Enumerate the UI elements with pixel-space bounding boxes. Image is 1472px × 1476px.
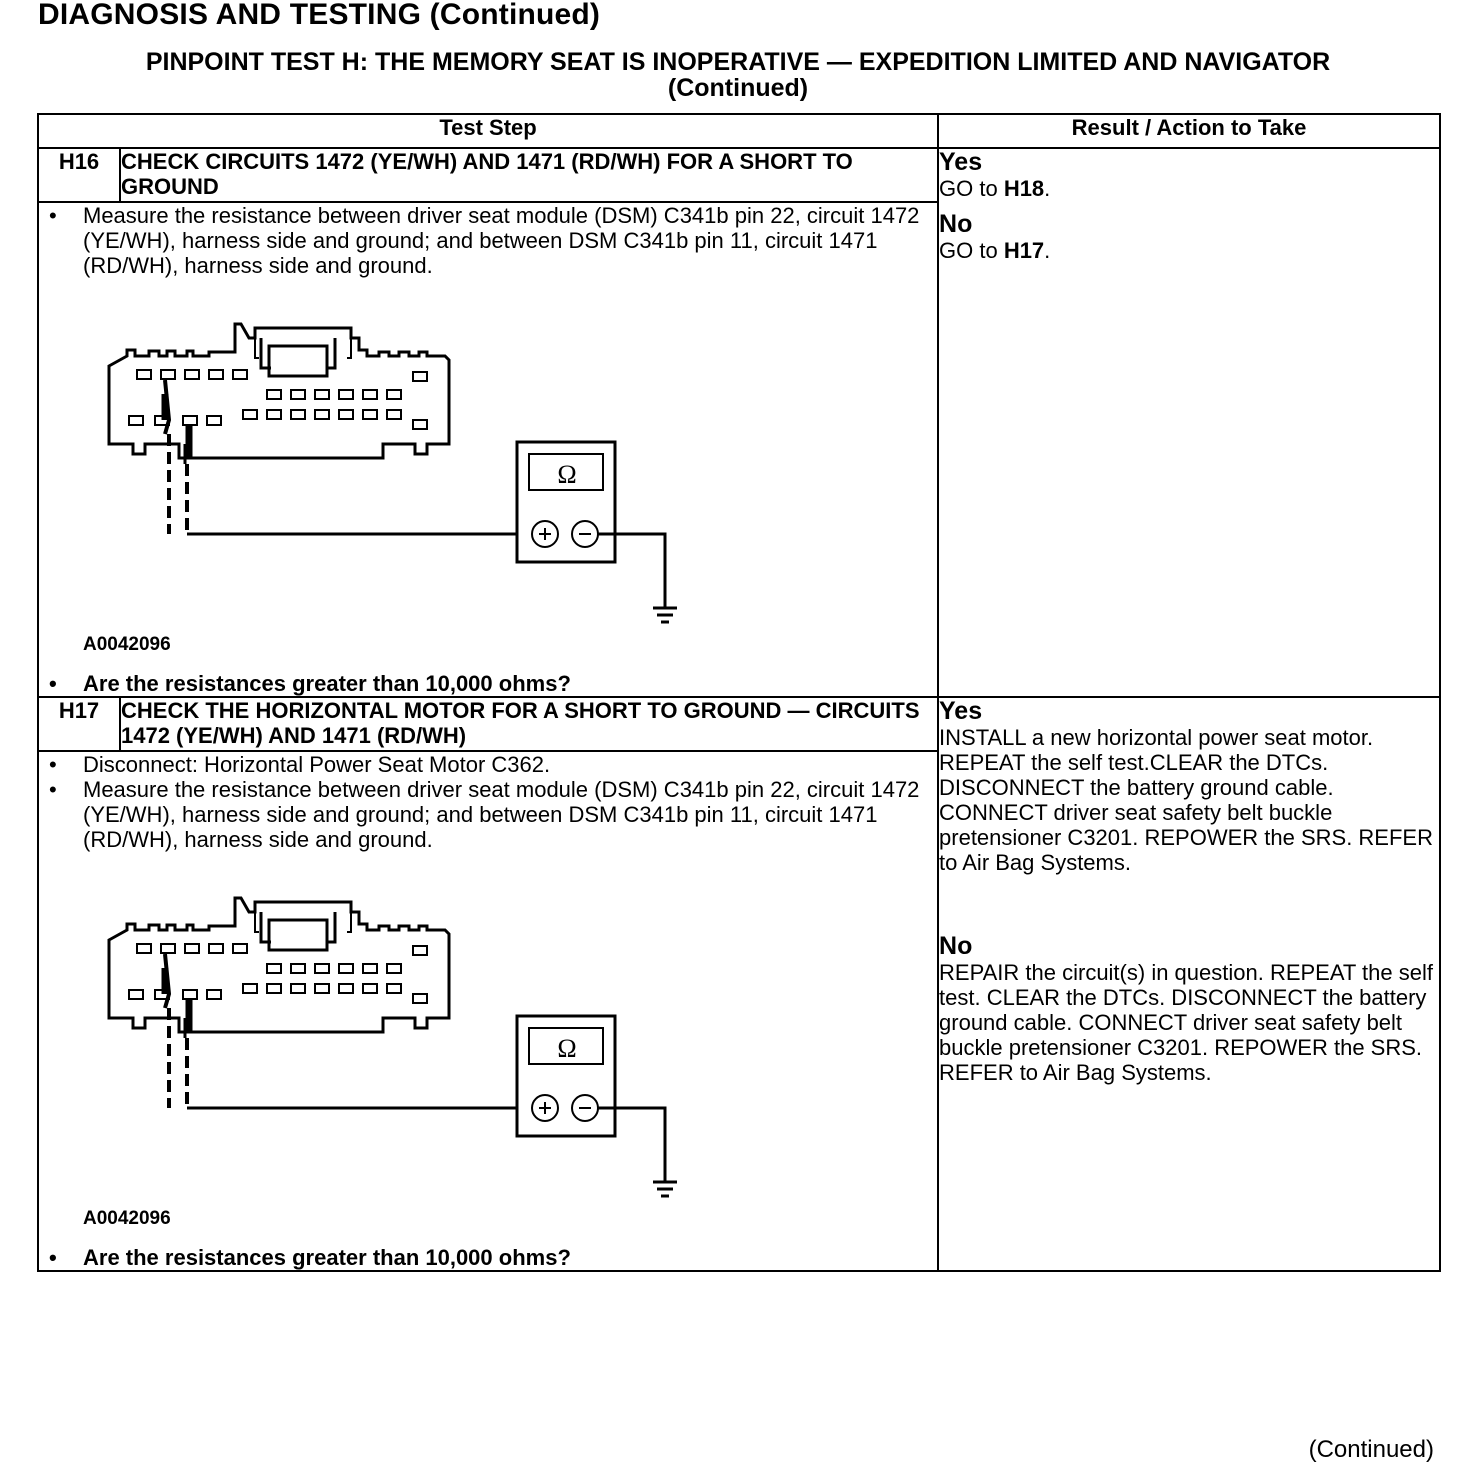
ohmmeter-connector-diagram (99, 890, 699, 1200)
result-yes-target: H18 (1003, 176, 1045, 201)
result-yes-text: INSTALL a new horizontal power seat motor. REPEAT the self test.CLEAR the DTCs. DISCONNECT the battery ground cable. CONNECT driver seat safety belt buckle pretensioner C3201. REPOWER the SRS. REFER to Air Bag Systems. (939, 725, 1433, 875)
step-id: H17 (38, 697, 120, 751)
ohm-symbol: Ω (557, 1034, 577, 1063)
result-no-target: H17 (1003, 238, 1045, 263)
instruction-list (39, 203, 937, 278)
step-result (938, 697, 1440, 1271)
instruction-list (39, 752, 937, 852)
result-no-text: GO to H17. (939, 238, 1051, 263)
instruction-item: • Measure the resistance between driver seat module (DSM) C341b pin 22, circuit 1472 (YE/WH), harness side and ground; and between DSM C341b pin 11, circuit 1471 (RD/WH), harness side and ground. (39, 203, 937, 278)
step-result (938, 148, 1440, 697)
figure-id: A0042096 (83, 1208, 171, 1229)
ohm-symbol: Ω (557, 460, 577, 489)
step-id: H16 (38, 148, 120, 202)
result-yes-label: Yes (939, 148, 983, 176)
step-question: • Are the resistances greater than 10,000 ohms? (39, 1245, 937, 1270)
step-title: CHECK THE HORIZONTAL MOTOR FOR A SHORT TO GROUND — CIRCUITS 1472 (YE/WH) AND 1471 (RD/WH) (120, 697, 938, 751)
result-yes-prefix: GO to (939, 176, 1004, 201)
result-no-label: No (939, 932, 973, 960)
pinpoint-test-table (37, 113, 1441, 1272)
figure-id: A0042096 (83, 634, 171, 655)
instruction-item: • Measure the resistance between driver seat module (DSM) C341b pin 22, circuit 1472 (YE/WH), harness side and ground; and between DSM C341b pin 11, circuit 1471 (RD/WH), harness side and ground. (39, 777, 937, 852)
step-body (38, 202, 938, 697)
step-body (38, 751, 938, 1271)
question-list (39, 671, 937, 696)
result-no-text: REPAIR the circuit(s) in question. REPEAT the self test. CLEAR the DTCs. DISCONNECT the battery ground cable. CONNECT driver seat safety belt buckle pretensioner C3201. REPOWER the SRS. REFER to Air Bag Systems. (939, 960, 1433, 1085)
instruction-item: • Disconnect: Horizontal Power Seat Motor C362. (39, 752, 937, 777)
result-no-prefix: GO to (939, 238, 1004, 263)
result-yes-label: Yes (939, 697, 983, 725)
pinpoint-test-title-line1: PINPOINT TEST H: THE MEMORY SEAT IS INOPERATIVE — EXPEDITION LIMITED AND NAVIGATOR (145, 48, 1331, 76)
result-no-label: No (939, 210, 973, 238)
result-yes-text: GO to H18. (939, 176, 1051, 201)
column-header-result: Result / Action to Take (938, 114, 1440, 148)
question-list (39, 1245, 937, 1270)
column-header-test-step: Test Step (38, 114, 938, 148)
step-question: • Are the resistances greater than 10,000 ohms? (39, 671, 937, 696)
step-title: CHECK CIRCUITS 1472 (YE/WH) AND 1471 (RD/WH) FOR A SHORT TO GROUND (120, 148, 938, 202)
pinpoint-test-title (38, 49, 1438, 101)
pinpoint-test-title-line2: (Continued) (667, 74, 809, 102)
continued-footer: (Continued) (1308, 1436, 1434, 1463)
ohmmeter-connector-diagram (99, 316, 699, 626)
page-title: DIAGNOSIS AND TESTING (Continued) (38, 0, 601, 31)
